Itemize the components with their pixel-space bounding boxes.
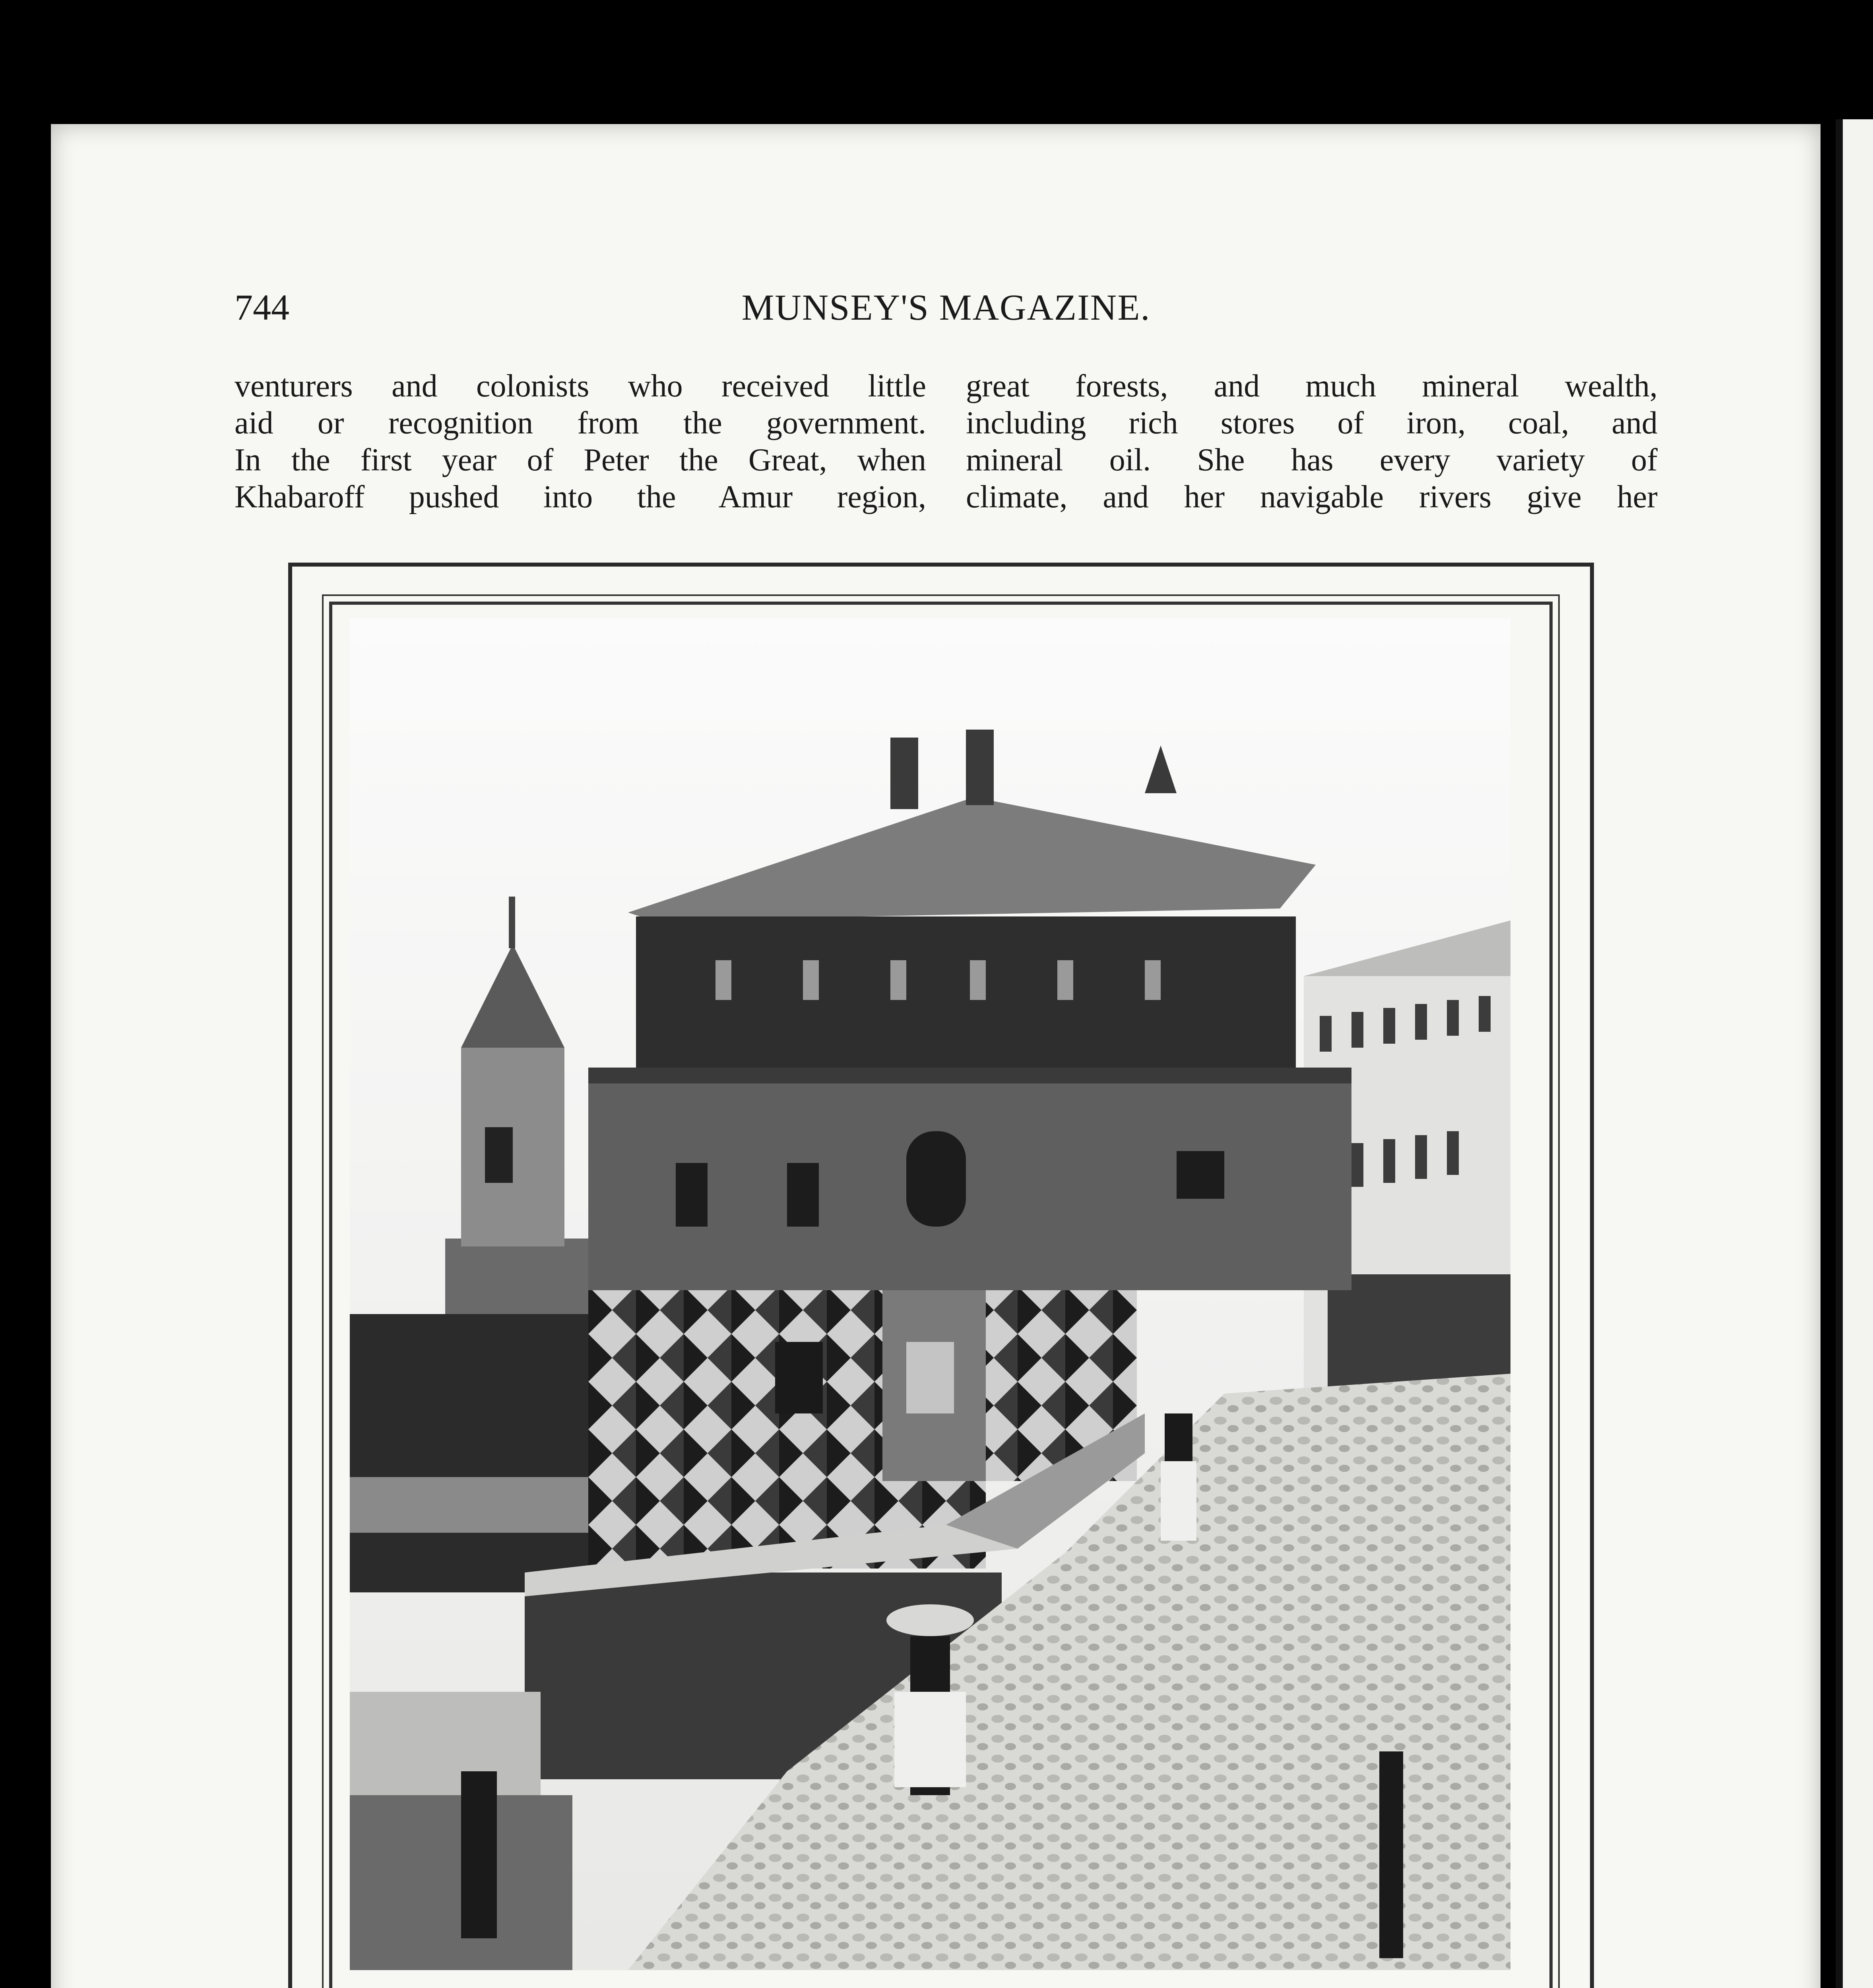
top-left-column [235,368,926,516]
page-header [235,286,1658,330]
text-line: including rich stores of iron, coal, and [966,406,1658,441]
text-line: great forests, and much mineral wealth, [966,369,1658,404]
page-number: 744 [235,287,289,328]
text-line: climate, and her navigable rivers give her [966,480,1658,514]
facing-page-edge [1836,119,1873,1988]
text-line: In the first year of Peter the Great, when [235,443,926,478]
text-line: venturers and colonists who received little [235,369,926,404]
palace-photograph-drawing [350,618,1510,1970]
palace-photograph [350,618,1510,1970]
running-title: MUNSEY'S MAGAZINE. [741,287,1151,328]
top-right-column [966,368,1658,516]
text-line: aid or recognition from the government. [235,406,926,441]
text-line: mineral oil. She has every variety of [966,443,1658,478]
text-line: Khabaroff pushed into the Amur region, [235,480,926,514]
